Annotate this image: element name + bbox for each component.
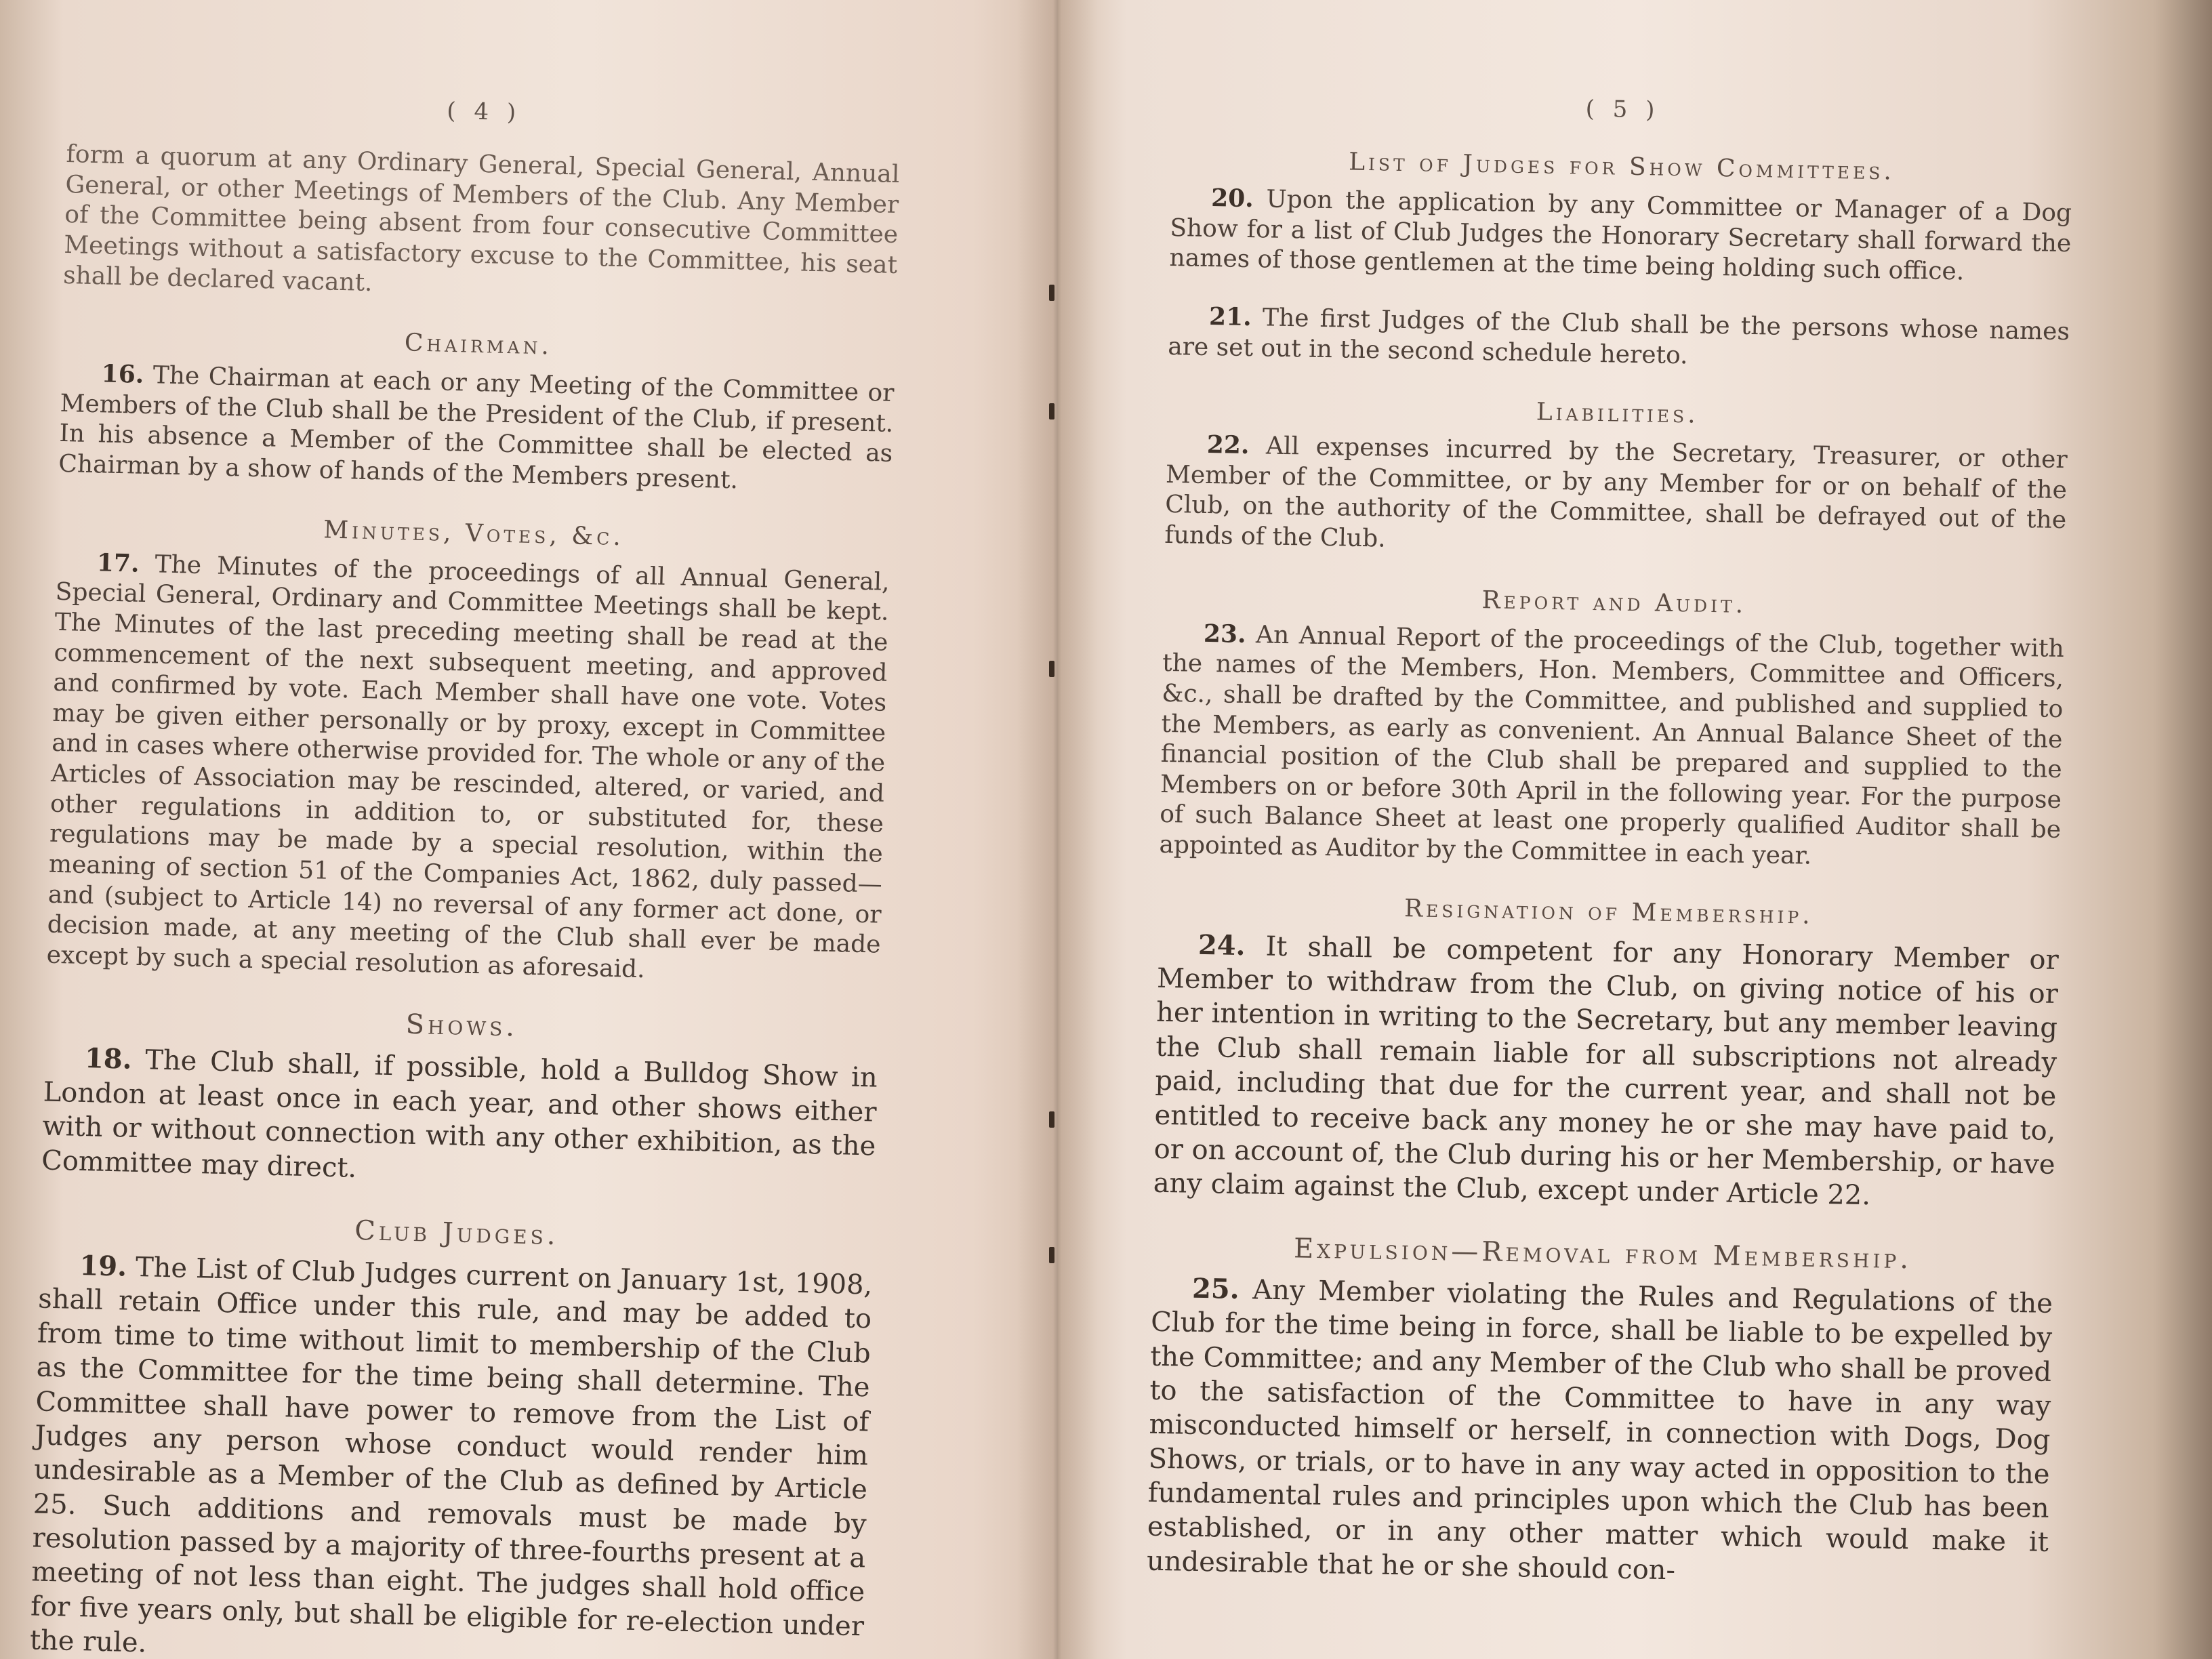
- binding-stitch: [1049, 285, 1054, 301]
- article-21-text: The first Judges of the Club shall be the persons whose names are set out in the second schedule hereto.: [1167, 304, 2070, 369]
- article-21-number: 21.: [1208, 302, 1252, 331]
- article-22-paragraph: [1164, 429, 2068, 567]
- left-page: [0, 0, 1057, 1659]
- article-16-text: The Chairman at each or any Meeting of the Committee or Members of the Club shall be the President of the Club, if present. In his absence a Member of the Committee shall be elected as Chairman by a show of hands of the Members present.: [58, 361, 895, 495]
- article-23-number: 23.: [1203, 619, 1246, 649]
- article-19-paragraph: [29, 1248, 872, 1659]
- article-16-number: 16.: [101, 359, 144, 389]
- article-17-paragraph: [46, 546, 890, 991]
- heading-resignation-of-membership: Resignation of Membership.: [1404, 894, 1814, 930]
- article-17-number: 17.: [96, 548, 140, 578]
- article-20-text: Upon the application by any Committee or Manager of a Dog Show for a list of Club Judges the Honorary Secretary shall forward the names of those gentlemen at the time being holding such office.: [1169, 185, 2072, 286]
- article-24-number: 24.: [1197, 928, 1246, 962]
- article-18-text: The Club shall, if possible, hold a Bulldog Show in London at least once in each year, and other shows either with or without connection with any other exhibition, as the Committee may direct.: [41, 1044, 878, 1184]
- page-number-4: ( 4 ): [446, 97, 522, 127]
- heading-chairman: Chairman.: [404, 329, 553, 361]
- heading-club-judges: Club Judges.: [354, 1214, 560, 1252]
- heading-report-and-audit: Report and Audit.: [1481, 586, 1747, 619]
- article-20-number: 20.: [1210, 184, 1254, 213]
- heading-liabilities: Liabilities.: [1536, 398, 1700, 429]
- article-25-paragraph: [1147, 1271, 2053, 1594]
- heading-expulsion: Expulsion—Removal from Membership.: [1293, 1233, 1912, 1275]
- heading-shows: Shows.: [405, 1008, 518, 1044]
- article-23-text: An Annual Report of the proceedings of the Club, together with the names of the Members, Hon. Members, Committee and Officers, &c., shall be drafted by the Committee, and published and supplied to the Members, as early as convenient. An Annual Balance Sheet of the financial position of the Club shall be prepared and supplied to the Members on or before 30th April in the following year. For the purpose of such Balance Sheet at least one properly qualified Auditor shall be appointed as Auditor by the Committee in each year.: [1159, 620, 2065, 870]
- binding-stitch: [1049, 1111, 1054, 1128]
- article-17-text: The Minutes of the proceedings of all Annual General, Special General, Ordinary and Committee Meetings shall be kept. The Minutes of the last preceding meeting shall be read at the commencement of the next subsequent meeting, and approved and confirmed by vote. Each Member shall have one vote. Votes may be given either personally or by proxy, except in Committee and in cases where otherwise provided for. The whole or any of the Articles of Association may be rescinded, altered, or varied, and other regulations in addition to, or substituted for, these regulations may be made by a special resolution, within the meaning of section 51 of the Companies Act, 1862, duly passed—and (subject to Article 14) no reversal of any former act done, or decision made, at any meeting of the Club shall ever be made except by such a special resolution as aforesaid.: [46, 550, 890, 983]
- article-18-number: 18.: [84, 1042, 133, 1076]
- article-20-paragraph: [1169, 182, 2072, 289]
- article-16-paragraph: [58, 358, 895, 499]
- article-24-paragraph: [1153, 927, 2059, 1216]
- binding-stitch: [1049, 1247, 1054, 1263]
- heading-list-of-judges: List of Judges for Show Committees.: [1348, 148, 1896, 186]
- article-19-number: 19.: [79, 1249, 127, 1283]
- article-25-number: 25.: [1191, 1272, 1240, 1305]
- left-page-text-column: [29, 88, 901, 1659]
- article-18-paragraph: [41, 1041, 878, 1198]
- heading-minutes-votes: Minutes, Votes, &c.: [323, 516, 625, 551]
- page-number-5: ( 5 ): [1585, 95, 1660, 124]
- binding-stitch: [1049, 661, 1054, 677]
- article-24-text: It shall be competent for any Honorary Member or Member to withdraw from the Club, on giving notice of his or her intention in writing to the Secretary, but any member leaving the Club shall remain liable for all subscriptions not already paid, including that due for the current year, and shall not be entitled to receive back any money he or she may have paid to, or on account of, the Club during his or her Membership, or have any claim against the Club, except under Article 22.: [1153, 930, 2060, 1212]
- right-page-text-column: [1147, 88, 2074, 1594]
- article-21-paragraph: [1168, 301, 2070, 377]
- article-23-paragraph: [1159, 618, 2064, 876]
- article-22-number: 22.: [1206, 430, 1250, 460]
- article-25-text: Any Member violating the Rules and Regulations of the Club for the time being in force, shall be liable to be expelled by the Committee; and any Member of the Club who shall be proved to the satisfaction of the Committee to have in any way misconducted himself or herself, in connection with Dogs, Dog Shows, or trials, or to have in any way acted in opposition to the fundamental rules and principles upon which the Club has been established, or in any other matter which would make it undesirable that he or she should con-: [1146, 1274, 2053, 1586]
- book-spine-gutter: [1017, 0, 1098, 1659]
- article-22-text: All expenses incurred by the Secretary, Treasurer, or other Member of the Committee, or by any Member for or on behalf of the Club, on the authority of the Committee, shall be defrayed out of the funds of the Club.: [1164, 432, 2068, 553]
- binding-stitch: [1049, 403, 1054, 419]
- quorum-continuation-paragraph: form a quorum at any Ordinary General, Special General, Annual General, or other Meetings of Members of the Club. Any Member of the Committee being absent from four consecutive Committee Meetings without a satisfactory excuse to the Committee, his seat shall be declared vacant.: [62, 140, 900, 297]
- article-19-text: The List of Club Judges current on January 1st, 1908, shall retain Office under this rule, and may be added to from time to time without limit to membership of the Club as the Committee for the time being shall determine. The Committee shall have power to remove from the List of Judges any person whose conduct would render him undesirable as a Member of the Club as defined by Article 25. Such additions and removals must be made by resolution passed by a majority of three-fourths present at a meeting of not less than eight. The judges shall hold office for five years only, but shall be eligible for re-election under the rule.: [29, 1251, 873, 1659]
